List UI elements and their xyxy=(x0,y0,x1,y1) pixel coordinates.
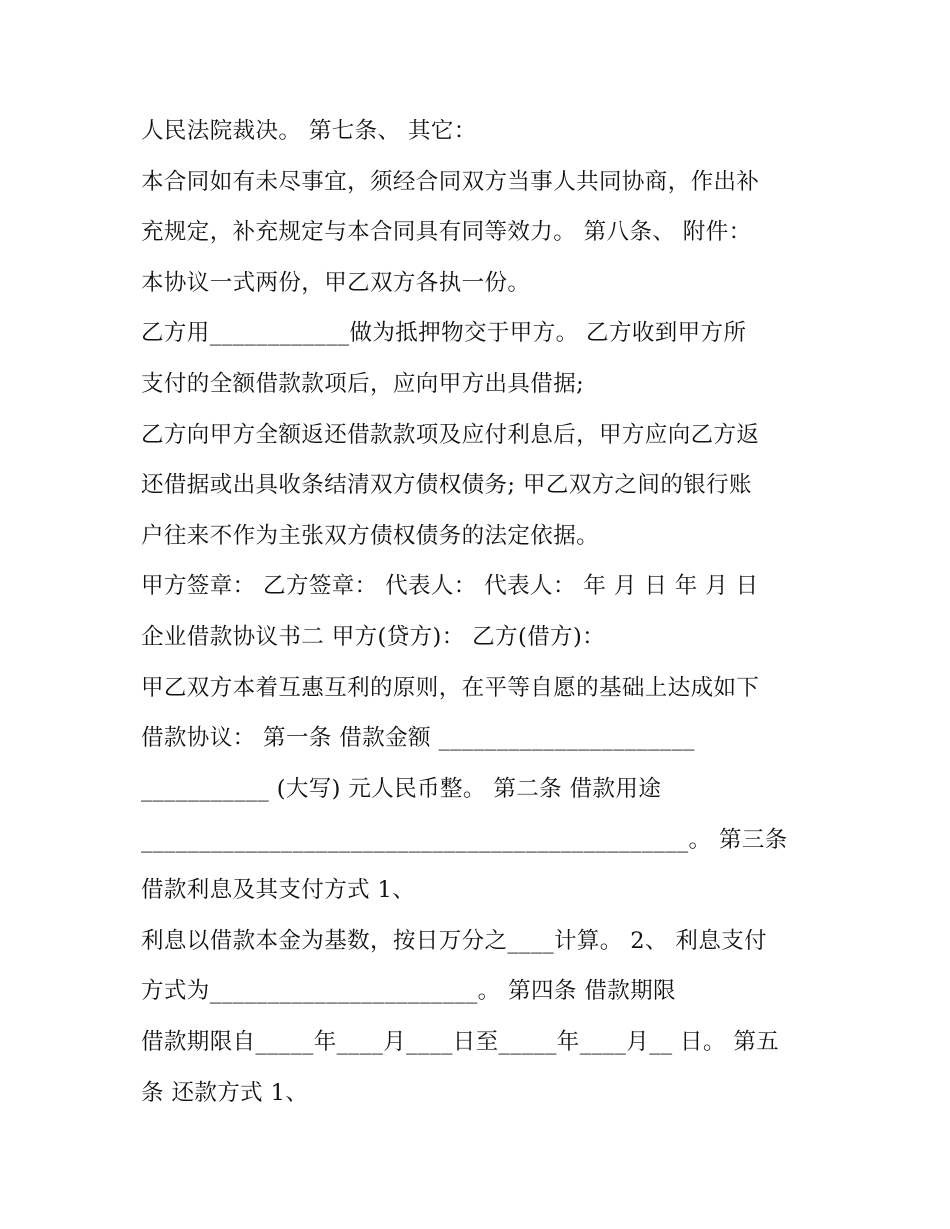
text-line: 企业借款协议书二 甲方(贷方)： 乙方(借方)： xyxy=(141,624,606,650)
text-line: 方式为_______________________。 第四条 借款期限 xyxy=(141,978,676,1004)
text-line: 甲乙双方本着互惠互利的原则，在平等自愿的基础上达成如下 xyxy=(141,675,760,701)
text-line: 充规定，补充规定与本合同具有同等效力。 第八条、 附件： xyxy=(141,219,752,245)
text-line: 借款利息及其支付方式 1、 xyxy=(141,877,416,903)
text-line: _______________________________________________。 第三条 xyxy=(141,827,788,853)
text-line: 支付的全额借款款项后，应向甲方出具借据; xyxy=(141,371,585,397)
text-line: 本合同如有未尽事宜，须经合同双方当事人共同协商，作出补 xyxy=(141,169,760,195)
text-line: ___________ (大写) 元人民币整。 第二条 借款用途 xyxy=(141,776,662,802)
text-line: 条 还款方式 1、 xyxy=(141,1080,309,1106)
text-line: 甲方签章： 乙方签章： 代表人： 代表人： 年 月 日 年 月 日 xyxy=(141,573,759,599)
text-line: 乙方用____________做为抵押物交于甲方。 乙方收到甲方所 xyxy=(141,320,747,346)
text-line: 人民法院裁决。 第七条、 其它： xyxy=(141,118,477,144)
text-line: 借款期限自_____年____月____日至_____年____月__ 日。 第五 xyxy=(141,1029,780,1055)
text-line: 本协议一式两份，甲乙双方各执一份。 xyxy=(141,270,531,296)
text-line: 还借据或出具收条结清双方债权债务; 甲乙双方之间的银行账 xyxy=(141,472,752,498)
text-line: 利息以借款本金为基数，按日万分之____计算。 2、 利息支付 xyxy=(141,928,768,954)
text-line: 户往来不作为主张双方债权债务的法定依据。 xyxy=(141,523,600,549)
text-line: 乙方向甲方全额返还借款款项及应付利息后，甲方应向乙方返 xyxy=(141,422,760,448)
text-line: 借款协议： 第一条 借款金额 ______________________ xyxy=(141,725,695,751)
